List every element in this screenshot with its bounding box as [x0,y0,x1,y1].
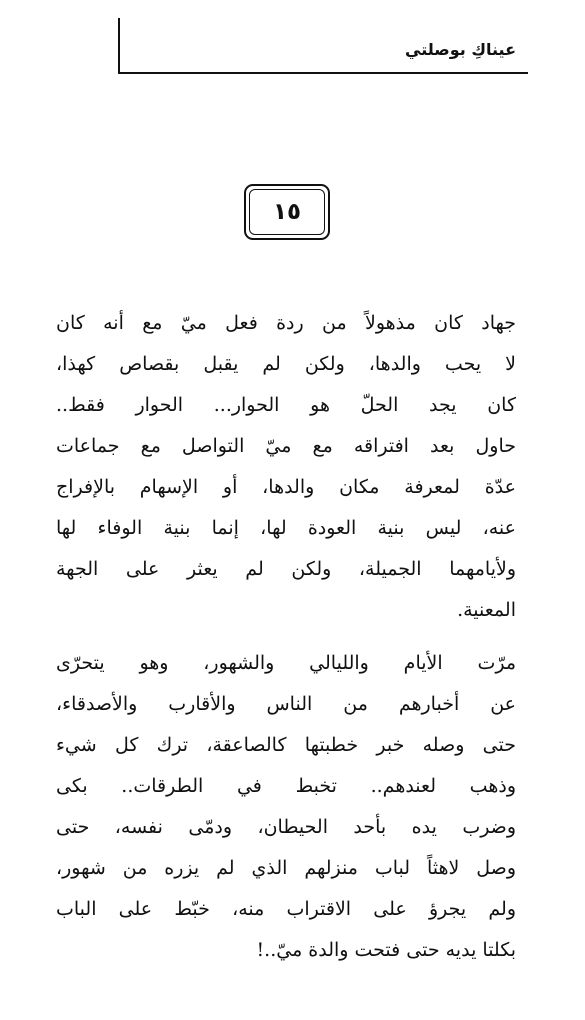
paragraph-2 [56,643,516,971]
text-line: بكلتا يديه حتى فتحت والدة ميّ..! [256,939,516,961]
text-line: ولم يجرؤ على الاقتراب منه، خبّط على الباب [56,898,516,920]
page-header [118,18,528,74]
text-line: عدّة لمعرفة مكان والدها، أو الإسهام بالإفراج [56,476,516,498]
body-text [56,303,516,971]
text-line: وضرب يده بأحد الحيطان، ودمّى نفسه، حتى [56,816,516,838]
text-line: لا يحب والدها، ولكن لم يقبل بقصاص كهذا، [56,353,516,375]
text-line: ولأيامهما الجميلة، ولكن لم يعثر على الجهة [56,558,516,580]
text-line: جهاد كان مذهولاً من ردة فعل ميّ مع أنه كان [56,312,516,334]
text-line: وصل لاهثاً لباب منزلهم الذي لم يزره من شهور، [56,857,516,879]
text-line: وذهب لعندهم.. تخبط في الطرقات.. بكى [56,775,516,797]
chapter-number: ١٥ [249,189,325,235]
text-line: المعنية. [457,599,516,621]
paragraph-1 [56,303,516,631]
text-line: مرّت الأيام والليالي والشهور، وهو يتحرّى [56,652,516,674]
book-title: عيناكِ بوصلتي [405,40,516,59]
text-line: عن أخبارهم من الناس والأقارب والأصدقاء، [56,693,516,715]
text-line: حتى وصله خبر خطبتها كالصاعقة، ترك كل شيء [56,734,516,756]
text-line: كان يجد الحلّ هو الحوار... الحوار فقط.. [56,394,516,416]
text-line: حاول بعد افتراقه مع ميّ التواصل مع جماعات [56,435,516,457]
text-line: عنه، ليس بنية العودة لها، إنما بنية الوفاء لها [56,517,516,539]
chapter-number-frame [244,184,330,240]
